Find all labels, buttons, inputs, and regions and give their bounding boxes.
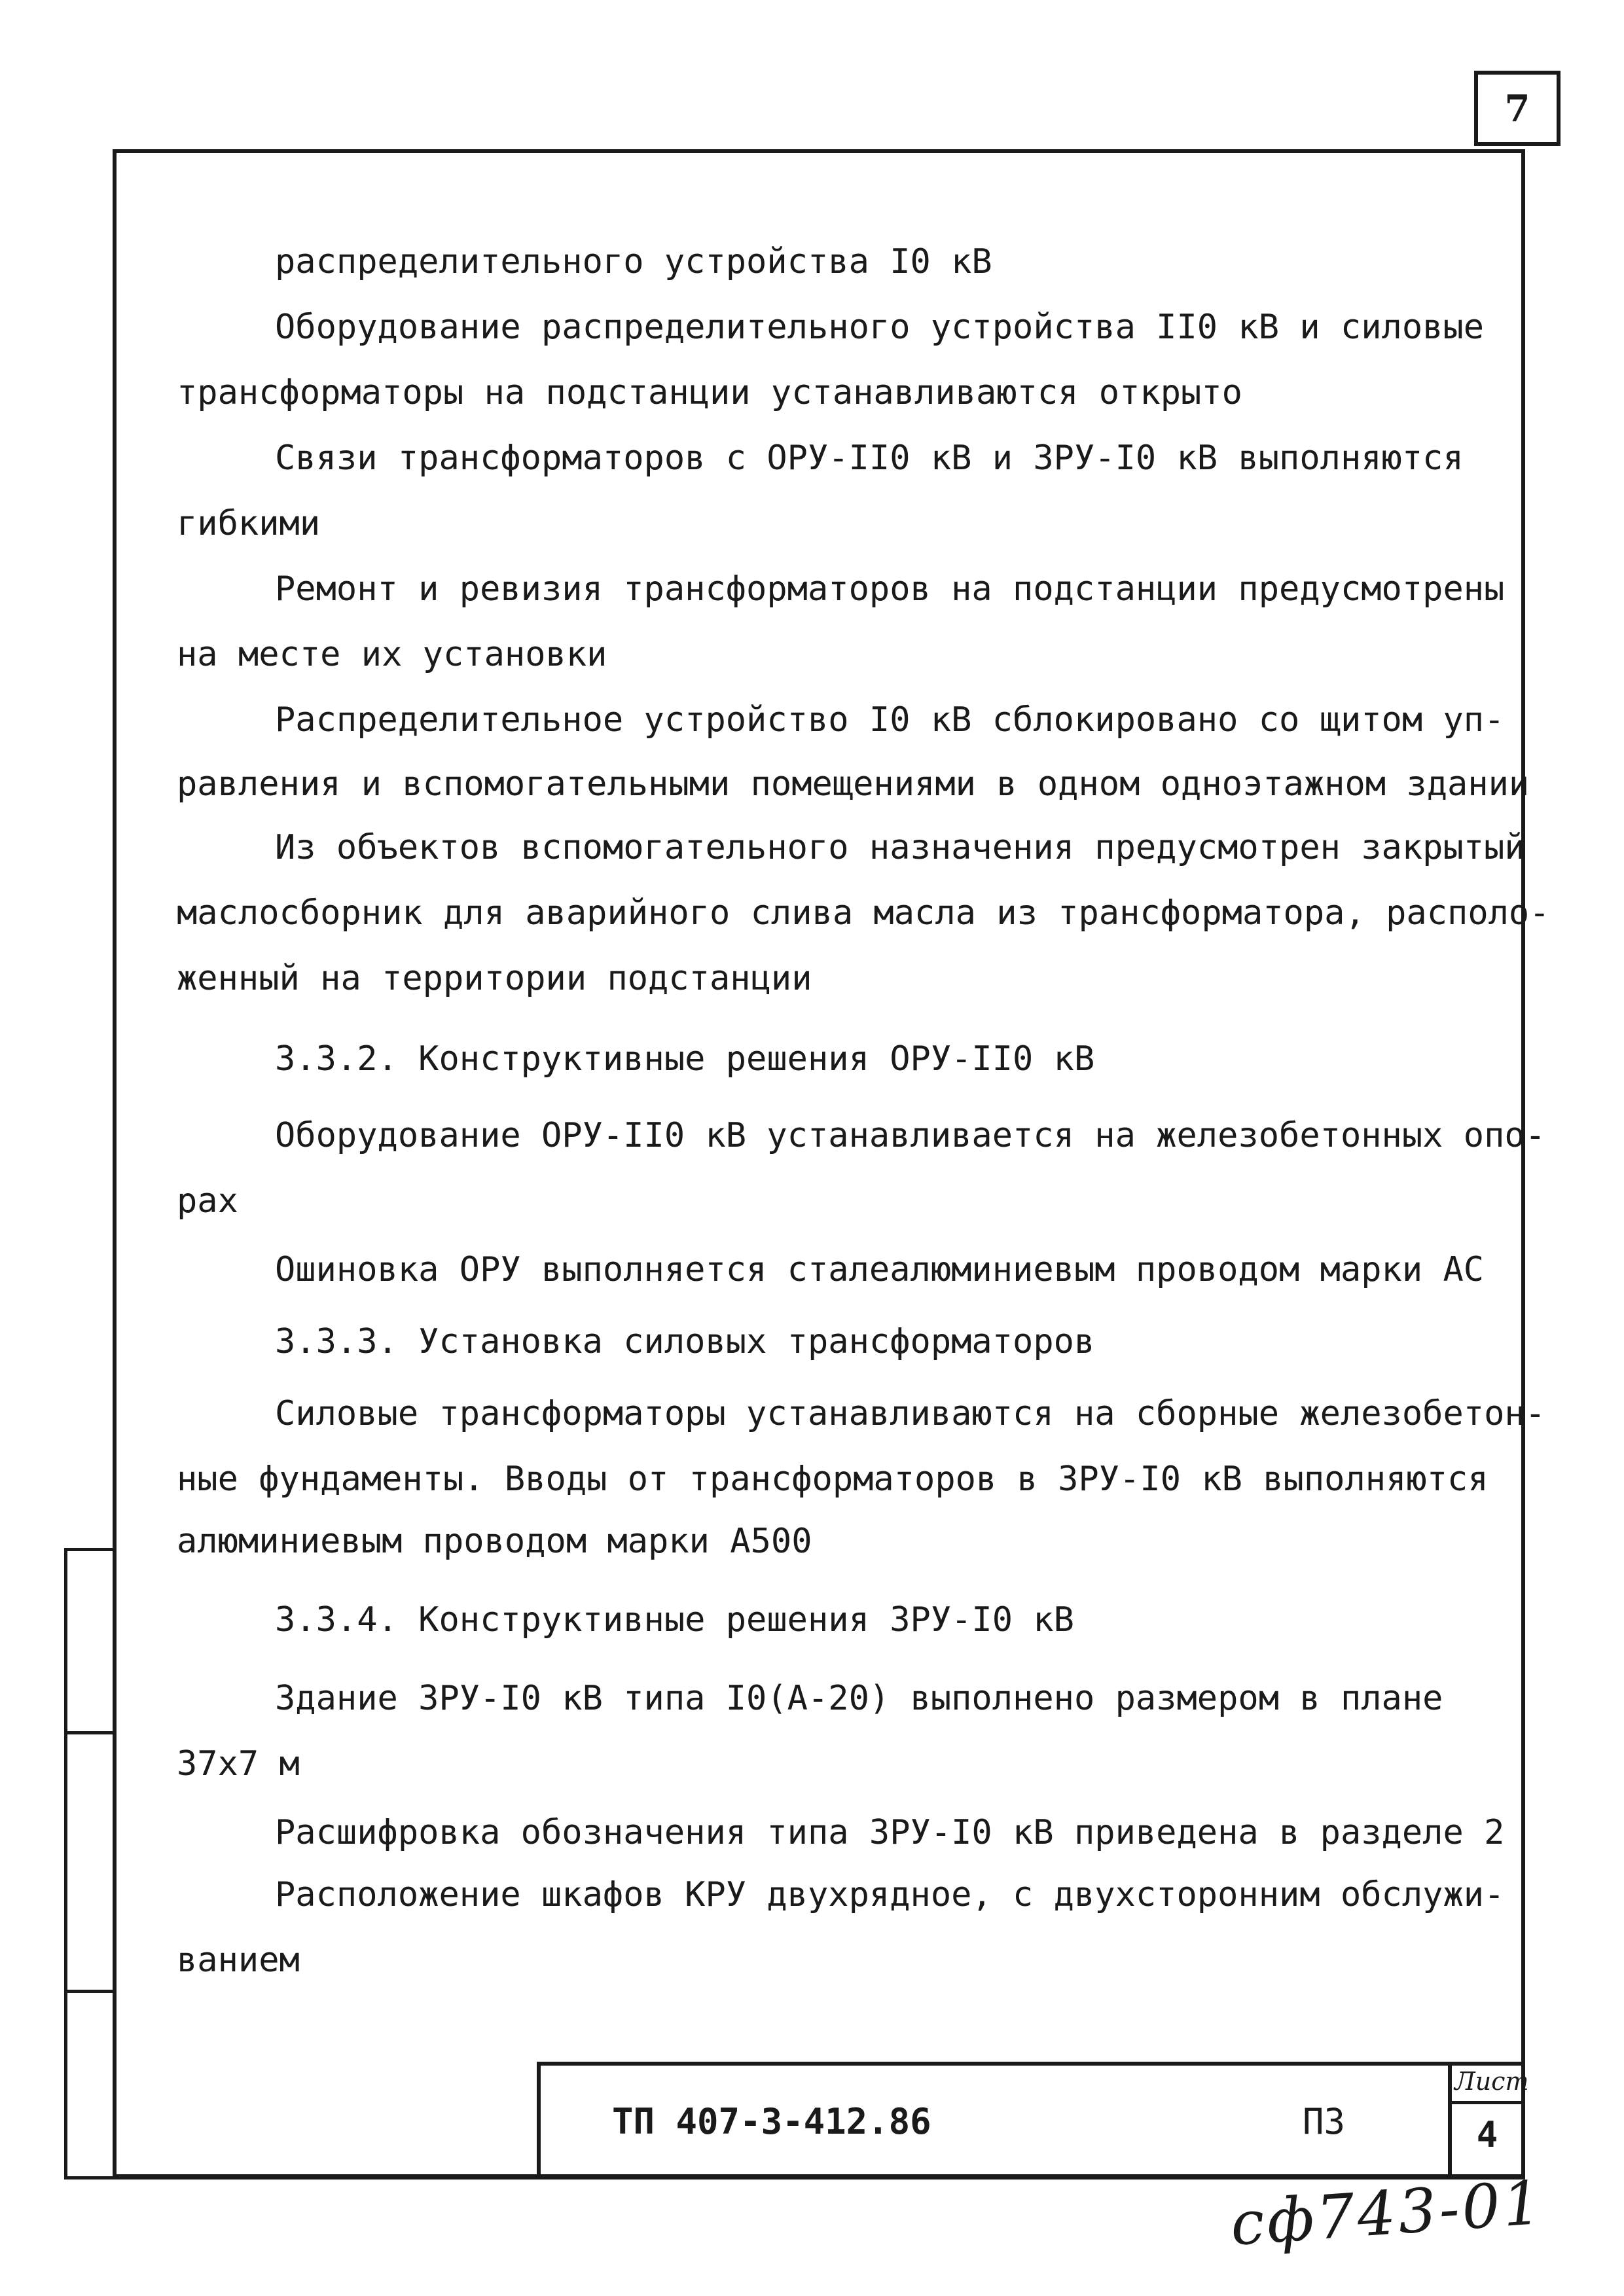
text-line: Связи трансформаторов с ОРУ-II0 кВ и ЗРУ-I0 кВ выполняются	[275, 439, 1464, 478]
handwritten-note: сф743-01	[1228, 2167, 1546, 2259]
page-number: 7	[1474, 71, 1561, 146]
text-line: Распределительное устройство I0 кВ сблокировано со щитом уп-	[275, 700, 1505, 740]
text-line: Оборудование распределительного устройства II0 кВ и силовые	[275, 308, 1485, 347]
text-line: Из объектов вспомогательного назначения предусмотрен закрытый	[275, 828, 1525, 867]
text-line: Ошиновка ОРУ выполняется сталеалюминиевым проводом марки АС	[275, 1250, 1485, 1289]
section-heading: 3.3.2. Конструктивные решения ОРУ-II0 кВ	[275, 1039, 1095, 1079]
text-line: трансформаторы на подстанции устанавливаются открыто	[177, 373, 1242, 412]
binding-divider	[64, 1990, 115, 1993]
text-line: ванием	[177, 1941, 300, 1980]
text-line: распределительного устройства I0 кВ	[275, 242, 992, 281]
sheet-label: Лист	[1454, 2067, 1529, 2096]
sheet-number: 4	[1476, 2114, 1498, 2155]
text-line: Оборудование ОРУ-II0 кВ устанавливается на железобетонных опо-	[275, 1116, 1546, 1155]
text-line: женный на территории подстанции	[177, 959, 812, 998]
binding-strip	[64, 1548, 115, 2178]
binding-divider	[64, 1731, 115, 1734]
text-line: Ремонт и ревизия трансформаторов на подстанции предусмотрены	[275, 569, 1505, 609]
section-heading: 3.3.3. Установка силовых трансформаторов	[275, 1322, 1095, 1361]
document-code: ТП 407-3-412.86	[612, 2101, 931, 2142]
sheet-cell-divider	[1448, 2101, 1525, 2104]
text-line: Здание ЗРУ-I0 кВ типа I0(А-20) выполнено размером в плане	[275, 1679, 1443, 1718]
text-line: алюминиевым проводом марки А500	[177, 1522, 812, 1561]
text-line: 37х7 м	[177, 1744, 300, 1784]
text-line: ные фундаменты. Вводы от трансформаторов в ЗРУ-I0 кВ выполняются	[177, 1460, 1489, 1499]
text-line: Расположение шкафов КРУ двухрядное, с двухсторонним обслужи-	[275, 1875, 1505, 1914]
section-heading: 3.3.4. Конструктивные решения ЗРУ-I0 кВ	[275, 1600, 1074, 1640]
document-type: ПЗ	[1303, 2101, 1346, 2142]
text-line: на месте их установки	[177, 635, 607, 674]
text-line: Расшифровка обозначения типа ЗРУ-I0 кВ приведена в разделе 2	[275, 1813, 1505, 1852]
text-line: Силовые трансформаторы устанавливаются на сборные железобетон-	[275, 1394, 1546, 1433]
text-line: гибкими	[177, 504, 321, 543]
text-line: равления и вспомогательными помещениями в одном одноэтажном здании	[177, 764, 1530, 804]
text-line: маслосборник для аварийного слива масла из трансформатора, располо-	[177, 893, 1550, 933]
text-line: рах	[177, 1181, 238, 1221]
